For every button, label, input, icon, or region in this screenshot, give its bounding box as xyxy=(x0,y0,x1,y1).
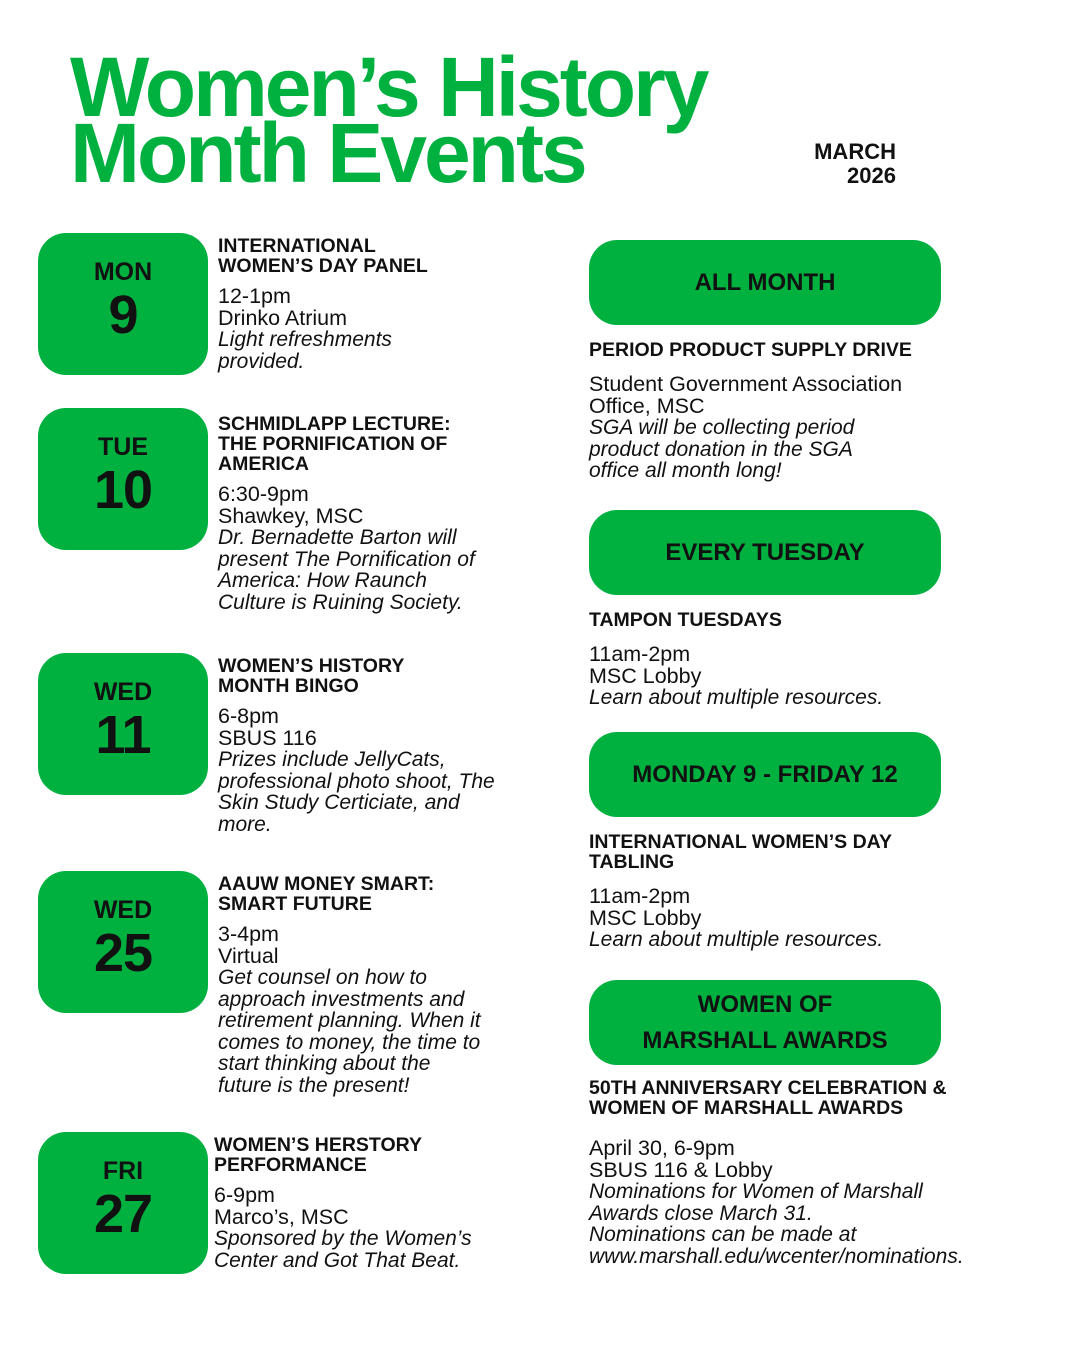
day-number: 10 xyxy=(93,460,153,520)
period-label: WOMEN OF MARSHALL AWARDS xyxy=(589,980,941,1065)
event-description: Light refreshments provided. xyxy=(218,328,392,373)
event-description: Get counsel on how to approach investments and retirement planning. When it comes to money, the time to start thinking about the future is the present! xyxy=(218,966,481,1097)
date-badge xyxy=(38,1132,208,1274)
event-details xyxy=(589,610,1069,709)
event-time: April 30, 6-9pm xyxy=(589,1136,735,1160)
event-description: Learn about multiple resources. xyxy=(589,928,884,951)
month-year: MARCH 2026 xyxy=(814,139,896,188)
event-time: 11am-2pm xyxy=(589,642,691,666)
day-of-week: MON xyxy=(93,258,153,286)
event-title: 50TH ANNIVERSARY CELEBRATION & WOMEN OF MARSHALL AWARDS xyxy=(589,1077,947,1119)
period-label: ALL MONTH xyxy=(589,240,941,325)
event-title: SCHMIDLAPP LECTURE: THE PORNIFICATION OF AMERICA xyxy=(218,413,451,475)
page-title: Women’s History Month Events xyxy=(70,40,707,200)
event-location: SBUS 116 xyxy=(218,725,317,750)
event-description: Prizes include JellyCats, professional photo shoot, The Skin Study Certiciate, and more. xyxy=(218,748,495,836)
day-of-week: WED xyxy=(93,678,153,706)
event-location: Drinko Atrium xyxy=(218,305,348,330)
event-time: 12-1pm xyxy=(218,284,291,308)
event-title: WOMEN’S HISTORY MONTH BINGO xyxy=(218,655,405,697)
day-number: 9 xyxy=(108,285,138,345)
day-number: 25 xyxy=(93,923,153,983)
event-time: 6-8pm xyxy=(218,704,279,728)
event-time: 11am-2pm xyxy=(589,884,691,908)
event-description: Dr. Bernadette Barton will present The Pornification of America: How Raunch Culture is Ruining Society. xyxy=(218,526,475,614)
date-badge xyxy=(38,233,208,375)
event-title: AAUW MONEY SMART: SMART FUTURE xyxy=(218,873,435,915)
event-details xyxy=(589,1078,1069,1267)
event-details xyxy=(218,236,578,372)
event-description: Learn about multiple resources. xyxy=(589,686,884,709)
event-details xyxy=(218,874,578,1096)
date-badge xyxy=(38,408,208,550)
event-location: MSC Lobby xyxy=(589,663,702,688)
event-details xyxy=(214,1135,574,1271)
day-of-week: TUE xyxy=(98,433,148,461)
event-details xyxy=(218,414,578,613)
event-details xyxy=(589,340,1069,482)
date-badge xyxy=(38,871,208,1013)
period-label: EVERY TUESDAY xyxy=(589,510,941,595)
event-location: Marco’s, MSC xyxy=(214,1204,349,1229)
event-title: INTERNATIONAL WOMEN’S DAY TABLING xyxy=(589,831,892,873)
event-details xyxy=(218,656,578,835)
event-location: Office, MSC xyxy=(589,393,705,418)
day-of-week: WED xyxy=(93,896,153,924)
day-number: 11 xyxy=(95,705,151,765)
event-description: Sponsored by the Women’s Center and Got That Beat. xyxy=(214,1227,472,1272)
event-location: SBUS 116 & Lobby xyxy=(589,1157,773,1182)
event-title: WOMEN’S HERSTORY PERFORMANCE xyxy=(214,1134,423,1176)
event-title: TAMPON TUESDAYS xyxy=(589,609,782,631)
event-time: Student Government Association xyxy=(589,372,903,396)
event-title: PERIOD PRODUCT SUPPLY DRIVE xyxy=(589,339,912,361)
event-description: Nominations for Women of Marshall Awards close March 31. Nominations can be made at www.marshall.edu/wcenter/nominations. xyxy=(589,1180,964,1268)
event-location: Virtual xyxy=(218,943,279,968)
event-time: 3-4pm xyxy=(218,922,279,946)
event-time: 6-9pm xyxy=(214,1183,275,1207)
event-description: SGA will be collecting period product donation in the SGA office all month long! xyxy=(589,416,855,482)
period-label: MONDAY 9 - FRIDAY 12 xyxy=(589,732,941,817)
event-title: INTERNATIONAL WOMEN’S DAY PANEL xyxy=(218,235,428,277)
event-details xyxy=(589,832,1069,951)
day-number: 27 xyxy=(93,1184,153,1244)
date-badge xyxy=(38,653,208,795)
event-location: Shawkey, MSC xyxy=(218,503,364,528)
event-location: MSC Lobby xyxy=(589,905,702,930)
event-time: 6:30-9pm xyxy=(218,482,309,506)
day-of-week: FRI xyxy=(102,1157,144,1185)
